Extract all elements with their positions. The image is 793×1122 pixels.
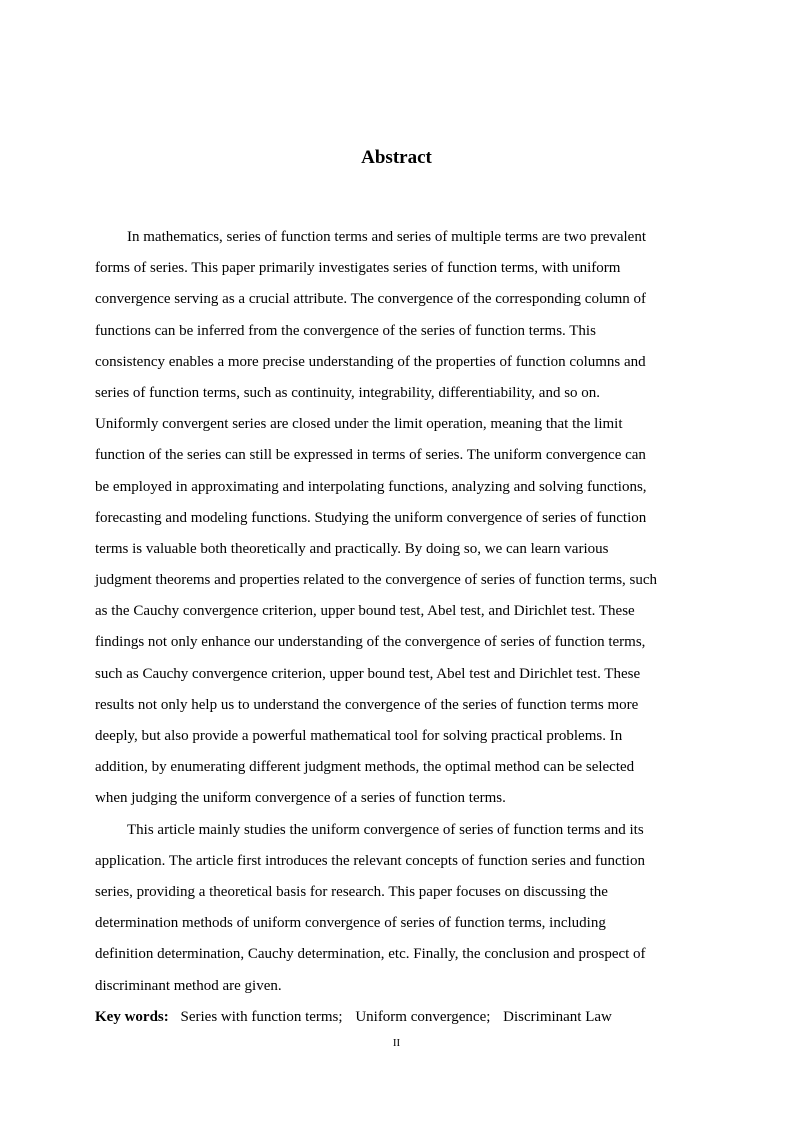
- text-line: This article mainly studies the uniform convergence of series of function terms and its: [127, 821, 644, 838]
- text-line: definition determination, Cauchy determination, etc. Finally, the conclusion and prospect of: [95, 946, 646, 963]
- page-title: Abstract: [361, 147, 432, 168]
- text-line: consistency enables a more precise understanding of the properties of function columns and: [95, 353, 646, 370]
- text-line: In mathematics, series of function terms and series of multiple terms are two prevalent: [127, 229, 647, 245]
- text-line: series, providing a theoretical basis for research. This paper focuses on discussing the: [95, 883, 608, 900]
- keyword-item: Series with function terms;: [180, 1008, 343, 1025]
- page-number: II: [392, 1037, 401, 1049]
- text-line: when judging the uniform convergence of a series of function terms.: [95, 790, 506, 807]
- text-line: findings not only enhance our understanding of the convergence of series of function terms,: [95, 634, 646, 651]
- text-line: determination methods of uniform convergence of series of function terms, including: [95, 915, 606, 932]
- text-line: application. The article first introduces the relevant concepts of function series and function: [95, 852, 645, 869]
- paragraph-2: [95, 815, 695, 1002]
- text-line: functions can be inferred from the convergence of the series of function terms. This: [95, 322, 596, 339]
- text-line: be employed in approximating and interpolating functions, analyzing and solving functions,: [95, 478, 647, 495]
- text-line: forecasting and modeling functions. Studying the uniform convergence of series of function: [95, 509, 647, 526]
- text-line: Uniformly convergent series are closed under the limit operation, meaning that the limit: [95, 416, 623, 433]
- text-line: such as Cauchy convergence criterion, upper bound test, Abel test and Dirichlet test. These: [95, 665, 641, 682]
- keywords-line: [95, 1002, 695, 1033]
- keywords-label: Key words:: [95, 1008, 169, 1025]
- text-line: judgment theorems and properties related to the convergence of series of function terms, such: [95, 572, 658, 589]
- keyword-item: Uniform convergence;: [355, 1008, 491, 1025]
- text-line: convergence serving as a crucial attribute. The convergence of the corresponding column of: [95, 291, 647, 308]
- text-line: terms is valuable both theoretically and practically. By doing so, we can learn various: [95, 540, 609, 557]
- text-line: function of the series can still be expressed in terms of series. The uniform convergence can: [95, 447, 646, 464]
- abstract-body: [95, 222, 695, 1033]
- paragraph-1: [95, 222, 695, 815]
- text-line: results not only help us to understand the convergence of the series of function terms more: [95, 696, 639, 713]
- text-line: deeply, but also provide a powerful mathematical tool for solving practical problems. In: [95, 728, 623, 744]
- text-line: forms of series. This paper primarily investigates series of function terms, with uniform: [95, 260, 621, 277]
- text-line: discriminant method are given.: [95, 977, 282, 994]
- text-line: addition, by enumerating different judgment methods, the optimal method can be selected: [95, 759, 635, 776]
- text-line: series of function terms, such as continuity, integrability, differentiability, and so on.: [95, 384, 601, 401]
- keyword-item: Discriminant Law: [503, 1008, 612, 1025]
- text-line: as the Cauchy convergence criterion, upper bound test, Abel test, and Dirichlet test. These: [95, 603, 635, 620]
